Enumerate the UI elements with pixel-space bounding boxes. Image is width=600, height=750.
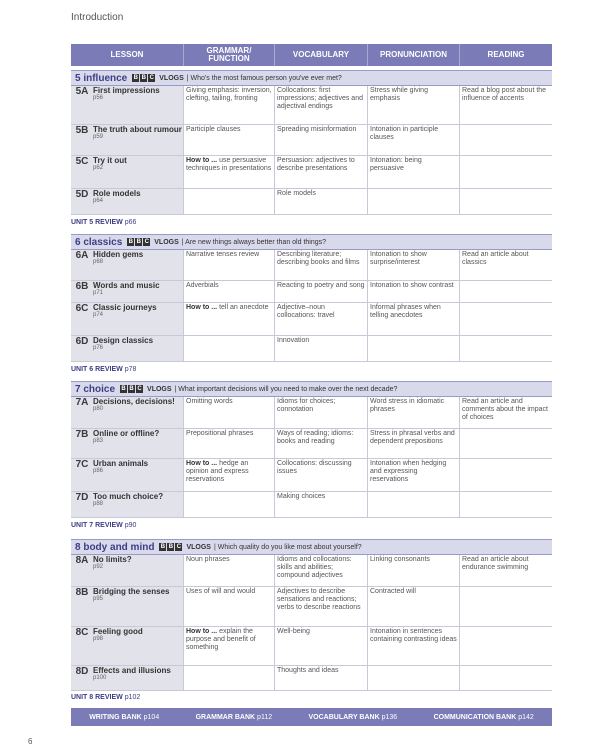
pronunciation-cell: Intonation when hedging and expressing reservations — [368, 459, 460, 492]
grammar-cell — [184, 666, 275, 691]
lesson-code: 7C — [75, 459, 89, 470]
reading-cell: Read an article and comments about the impact of choices — [460, 397, 552, 429]
unit-question: | What important decisions will you need to make over the next decade? — [174, 385, 398, 393]
lesson-code: 6A — [75, 250, 89, 261]
lesson-page: p100 — [93, 675, 107, 681]
lesson-cell — [71, 156, 184, 189]
table-row — [71, 587, 552, 627]
table-row — [71, 459, 552, 492]
pronunciation-cell — [368, 336, 460, 362]
header-pronunciation: PRONUNCIATION — [368, 44, 460, 66]
reading-cell — [460, 627, 552, 666]
lesson-code: 8A — [75, 555, 89, 566]
lesson-code: 5B — [75, 125, 89, 136]
unit-question: | Are new things always better than old things? — [181, 238, 327, 246]
lesson-page: p88 — [93, 501, 104, 507]
grammar-cell: How to ... use persuasive techniques in presentations — [184, 156, 275, 189]
lesson-title: Feeling good — [93, 627, 143, 636]
unit-bar — [71, 381, 552, 397]
grammar-cell: How to ... hedge an opinion and express reservations — [184, 459, 275, 492]
unit-review: UNIT 8 REVIEW p102 — [71, 694, 141, 701]
lesson-cell — [71, 627, 184, 666]
grammar-cell: Giving emphasis: inversion, clefting, tailing, fronting — [184, 86, 275, 125]
lesson-cell — [71, 281, 184, 303]
grammar-cell: How to ... tell an anecdote — [184, 303, 275, 336]
table-row — [71, 397, 552, 429]
table-row — [71, 492, 552, 518]
lesson-title: First impressions — [93, 86, 160, 95]
header-reading: READING — [487, 50, 525, 59]
lesson-title: Design classics — [93, 336, 154, 345]
lesson-page: p83 — [93, 438, 104, 444]
unit-question: | Who's the most famous person you've ever met? — [186, 74, 342, 82]
table-row — [71, 666, 552, 691]
lesson-title: Effects and illusions — [93, 666, 171, 675]
grammar-cell: Omitting words — [184, 397, 275, 429]
communication-bank-link[interactable]: COMMUNICATION BANK p142 — [433, 713, 534, 721]
pronunciation-cell: Contracted will — [368, 587, 460, 627]
lesson-title: Try it out — [93, 156, 127, 165]
grammar-cell: Narrative tenses review — [184, 250, 275, 281]
unit-bar — [71, 70, 552, 86]
pronunciation-cell — [368, 666, 460, 691]
lesson-page: p95 — [93, 596, 104, 602]
header-vocabulary: VOCABULARY — [275, 44, 368, 66]
grammar-cell: Participle clauses — [184, 125, 275, 156]
grammar-cell — [184, 189, 275, 215]
lesson-title: Online or offline? — [93, 429, 160, 438]
reading-cell — [460, 492, 552, 518]
table-row — [71, 555, 552, 587]
lesson-code: 5A — [75, 86, 89, 97]
vlogs-label: VLOGS — [147, 385, 172, 393]
lesson-title: Urban animals — [93, 459, 149, 468]
unit-review: UNIT 5 REVIEW p66 — [71, 219, 137, 226]
lesson-title: Decisions, decisions! — [93, 397, 175, 406]
lesson-cell — [71, 125, 184, 156]
reading-cell: Read an article about classics — [460, 250, 552, 281]
unit-review: UNIT 6 REVIEW p78 — [71, 366, 137, 373]
reading-cell — [460, 459, 552, 492]
lesson-code: 6B — [75, 281, 89, 292]
pronunciation-cell — [368, 492, 460, 518]
grammar-cell: Adverbials — [184, 281, 275, 303]
table-row — [71, 250, 552, 281]
lesson-cell — [71, 189, 184, 215]
vocabulary-cell: Collocations: discussing issues — [275, 459, 368, 492]
lesson-cell — [71, 303, 184, 336]
page-number: 6 — [28, 737, 33, 746]
grammar-cell: Noun phrases — [184, 555, 275, 587]
reading-cell — [460, 587, 552, 627]
lesson-page: p59 — [93, 134, 104, 140]
table-header — [71, 44, 552, 66]
pronunciation-cell: Stress in phrasal verbs and dependent prepositions — [368, 429, 460, 459]
unit-title: 5 influence — [75, 72, 128, 84]
reading-cell — [460, 189, 552, 215]
table-row — [71, 125, 552, 156]
unit-question: | Which quality do you like most about yourself? — [213, 543, 362, 551]
lesson-cell — [71, 397, 184, 429]
pronunciation-cell: Intonation in participle clauses — [368, 125, 460, 156]
lesson-code: 7A — [75, 397, 89, 408]
reading-cell: Read an article about endurance swimming — [460, 555, 552, 587]
table-row — [71, 189, 552, 215]
header-lesson: LESSON — [71, 44, 184, 66]
lesson-cell — [71, 250, 184, 281]
vocabulary-bank-link[interactable]: VOCABULARY BANK p136 — [308, 713, 398, 721]
vocabulary-cell: Idioms for choices; connotation — [275, 397, 368, 429]
bbc-logo: B B C — [133, 75, 154, 81]
pronunciation-cell: Word stress in idiomatic phrases — [368, 397, 460, 429]
lesson-cell — [71, 429, 184, 459]
pronunciation-cell: Informal phrases when telling anecdotes — [368, 303, 460, 336]
grammar-cell — [184, 336, 275, 362]
lesson-title: No limits? — [93, 555, 132, 564]
reading-cell — [460, 336, 552, 362]
unit-bar — [71, 234, 552, 250]
lesson-page: p71 — [93, 290, 104, 296]
lesson-page: p62 — [93, 165, 104, 171]
vlogs-label: VLOGS — [159, 74, 184, 82]
lesson-title: Hidden gems — [93, 250, 144, 259]
grammar-bank-link[interactable]: GRAMMAR BANK p112 — [195, 713, 273, 721]
vlogs-label: VLOGS — [186, 543, 211, 551]
vocabulary-cell: Well-being — [275, 627, 368, 666]
lesson-title: Bridging the senses — [93, 587, 170, 596]
lesson-code: 7B — [75, 429, 89, 440]
vocabulary-cell: Making choices — [275, 492, 368, 518]
grammar-cell: Uses of will and would — [184, 587, 275, 627]
lesson-page: p56 — [93, 95, 104, 101]
vocabulary-cell: Thoughts and ideas — [275, 666, 368, 691]
section-title: Introduction — [71, 12, 124, 23]
table-row — [71, 156, 552, 189]
unit-title: 8 body and mind — [75, 541, 155, 553]
pronunciation-cell — [368, 189, 460, 215]
lesson-code: 8B — [75, 587, 89, 598]
reading-cell — [460, 281, 552, 303]
lesson-page: p92 — [93, 564, 104, 570]
table-row — [71, 627, 552, 666]
lesson-title: Too much choice? — [93, 492, 164, 501]
lesson-code: 6C — [75, 303, 89, 314]
lesson-cell — [71, 666, 184, 691]
pronunciation-cell: Stress while giving emphasis — [368, 86, 460, 125]
pronunciation-cell: Linking consonants — [368, 555, 460, 587]
vocabulary-cell: Collocations: first impressions; adjectives and adjectival endings — [275, 86, 368, 125]
lesson-page: p64 — [93, 198, 104, 204]
pronunciation-cell: Intonation to show surprise/interest — [368, 250, 460, 281]
lesson-code: 7D — [75, 492, 89, 503]
vocabulary-cell: Reacting to poetry and song — [275, 281, 368, 303]
vlogs-label: VLOGS — [154, 238, 179, 246]
vocabulary-cell: Spreading misinformation — [275, 125, 368, 156]
unit-title: 6 classics — [75, 236, 123, 248]
lesson-cell — [71, 459, 184, 492]
vocabulary-cell: Role models — [275, 189, 368, 215]
pronunciation-cell: Intonation in sentences containing contrasting ideas — [368, 627, 460, 666]
lesson-code: 8C — [75, 627, 89, 638]
lesson-page: p80 — [93, 406, 104, 412]
reading-cell — [460, 125, 552, 156]
pronunciation-cell: Intonation to show contrast — [368, 281, 460, 303]
unit-title: 7 choice — [75, 383, 116, 395]
lesson-code: 8D — [75, 666, 89, 677]
reading-cell — [460, 429, 552, 459]
unit-bar — [71, 539, 552, 555]
vocabulary-cell: Adjectives to describe sensations and reactions; verbs to describe reactions — [275, 587, 368, 627]
table-row — [71, 86, 552, 125]
vocabulary-cell: Persuasion: adjectives to describe presentations — [275, 156, 368, 189]
grammar-cell: How to ... explain the purpose and benefit of something — [184, 627, 275, 666]
lesson-code: 5D — [75, 189, 89, 200]
lesson-page: p68 — [93, 259, 104, 265]
vocabulary-cell: Ways of reading; idioms: books and reading — [275, 429, 368, 459]
lesson-cell — [71, 492, 184, 518]
vocabulary-cell: Adjective–noun collocations: travel — [275, 303, 368, 336]
table-row — [71, 336, 552, 362]
vocabulary-cell: Idioms and collocations: skills and abilities; compound adjectives — [275, 555, 368, 587]
lesson-title: The truth about rumour — [93, 125, 182, 134]
lesson-page: p86 — [93, 468, 104, 474]
lesson-page: p76 — [93, 345, 104, 351]
unit-review: UNIT 7 REVIEW p90 — [71, 522, 137, 529]
lesson-title: Role models — [93, 189, 141, 198]
reading-cell — [460, 666, 552, 691]
vocabulary-cell: Describing literature; describing books and films — [275, 250, 368, 281]
reference-banks-bar — [71, 708, 552, 726]
reading-cell: Read a blog post about the influence of accents — [460, 86, 552, 125]
reading-cell — [460, 303, 552, 336]
lesson-title: Words and music — [93, 281, 160, 290]
lesson-code: 5C — [75, 156, 89, 167]
grammar-cell — [184, 492, 275, 518]
table-row — [71, 303, 552, 336]
header-grammar: GRAMMAR/ FUNCTION — [184, 44, 275, 66]
lesson-title: Classic journeys — [93, 303, 157, 312]
lesson-cell — [71, 336, 184, 362]
table-row — [71, 429, 552, 459]
grammar-cell: Prepositional phrases — [184, 429, 275, 459]
lesson-page: p74 — [93, 312, 104, 318]
bbc-logo: B B C — [160, 544, 182, 550]
vocabulary-cell: Innovation — [275, 336, 368, 362]
lesson-cell — [71, 587, 184, 627]
lesson-cell — [71, 86, 184, 125]
pronunciation-cell: Intonation: being persuasive — [368, 156, 460, 189]
writing-bank-link[interactable]: WRITING BANK p104 — [89, 713, 160, 721]
bbc-logo: B B C — [128, 239, 149, 245]
bbc-logo: B B C — [121, 386, 142, 392]
lesson-cell — [71, 555, 184, 587]
table-row — [71, 281, 552, 303]
lesson-code: 6D — [75, 336, 89, 347]
lesson-page: p98 — [93, 636, 104, 642]
reading-cell — [460, 156, 552, 189]
